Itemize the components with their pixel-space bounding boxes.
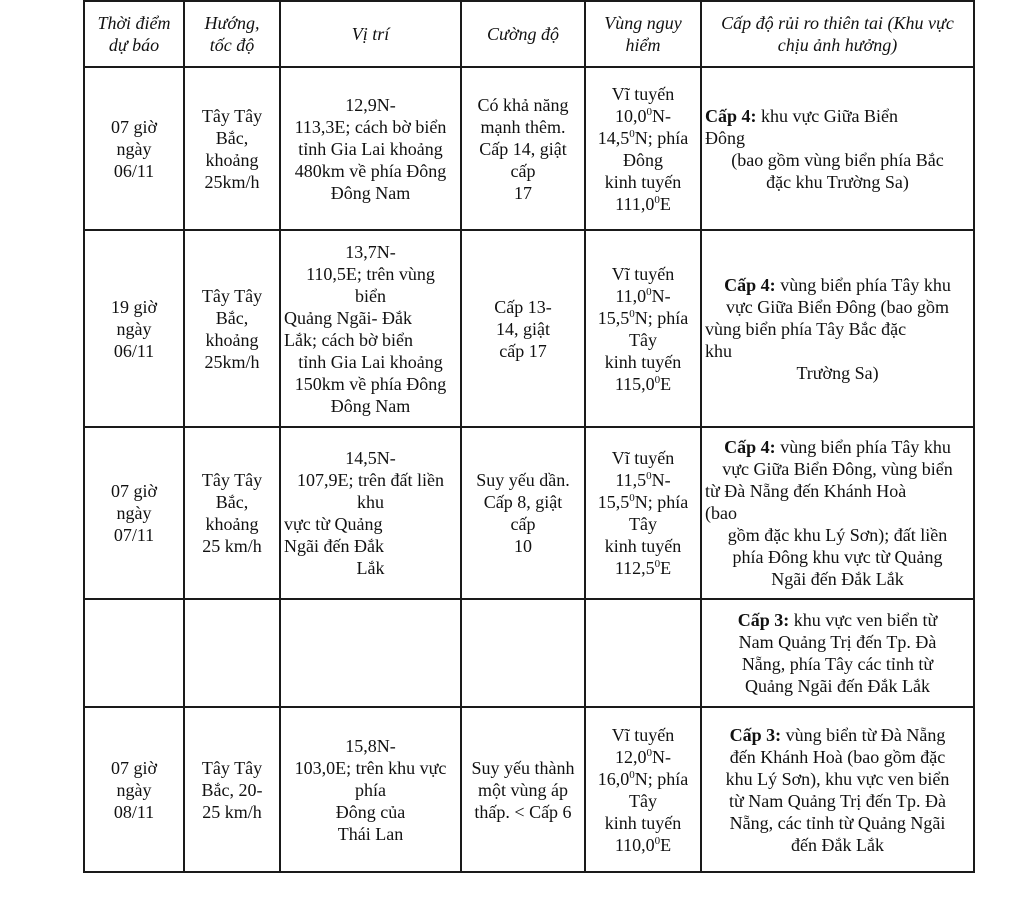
risk-line bbox=[705, 724, 970, 746]
risk-line bbox=[705, 171, 970, 193]
risk-line bbox=[705, 653, 970, 675]
zone-lat-b-value: 14,5 bbox=[597, 127, 630, 148]
zone-lat-a-value: 12,0 bbox=[615, 746, 647, 767]
position-cell-line: Ngãi đến Đắk bbox=[284, 536, 384, 556]
zone-lon-value: 115,0 bbox=[614, 373, 655, 394]
risk-text: khu bbox=[705, 340, 732, 361]
direction-speed-cell-line: khoảng bbox=[205, 514, 259, 534]
forecast-time-cell-line: 08/11 bbox=[113, 801, 155, 822]
risk-level-cell bbox=[701, 427, 974, 599]
header-risk-level: Cấp độ rủi ro thiên tai (Khu vực chịu ảnh hưởng) bbox=[701, 1, 974, 67]
intensity-cell-line: Suy yếu dần. bbox=[476, 470, 570, 490]
intensity-cell bbox=[461, 67, 585, 230]
zone-lat-a-value: 11,0 bbox=[615, 285, 647, 306]
position-cell bbox=[280, 230, 461, 427]
zone-longitude bbox=[589, 834, 697, 856]
degree-sign: 0 bbox=[646, 746, 652, 759]
zone-latitude-label: Vĩ tuyến bbox=[611, 448, 675, 468]
intensity-cell-line: một vùng áp bbox=[478, 779, 568, 800]
forecast-time-cell-line: 06/11 bbox=[113, 340, 155, 361]
risk-line bbox=[705, 458, 970, 480]
forecast-time-cell bbox=[84, 707, 184, 872]
forecast-time-cell-line: 07/11 bbox=[113, 525, 155, 545]
risk-line bbox=[705, 105, 970, 127]
zone-latitude-label: Vĩ tuyến bbox=[611, 724, 675, 745]
position-cell-line: khu bbox=[357, 492, 384, 512]
zone-longitude-label: kinh tuyến bbox=[604, 812, 682, 833]
position-cell-line: 107,9E; trên đất liền bbox=[297, 470, 444, 490]
direction-speed-cell bbox=[184, 427, 280, 599]
forecast-time-cell-line: 19 giờ bbox=[110, 296, 158, 317]
risk-level-label: Cấp 4: bbox=[724, 437, 776, 457]
direction-speed-cell-line: Tây Tây bbox=[201, 285, 263, 306]
zone-latitude-label: Vĩ tuyến bbox=[611, 83, 675, 104]
intensity-cell-line: Suy yếu thành bbox=[471, 757, 575, 778]
table-row bbox=[84, 707, 974, 872]
position-cell-line: tỉnh Gia Lai khoảng bbox=[298, 351, 443, 372]
position-cell bbox=[280, 427, 461, 599]
intensity-cell-line: Cấp 14, giật bbox=[479, 138, 567, 159]
zone-longitude-label: kinh tuyến bbox=[604, 171, 682, 192]
forecast-time-cell-line: ngày bbox=[116, 318, 152, 339]
degree-sign: 0 bbox=[654, 193, 660, 206]
intensity-cell-line: 17 bbox=[514, 182, 532, 203]
intensity-cell-line: 10 bbox=[514, 536, 532, 556]
risk-line bbox=[705, 790, 970, 812]
zone-lat-a-value: 10,0 bbox=[615, 105, 647, 126]
risk-text: Ngãi đến Đắk Lắk bbox=[771, 569, 904, 589]
zone-longitude bbox=[589, 557, 697, 579]
risk-text: vùng biển phía Tây khu bbox=[775, 437, 951, 457]
position-cell-line: Đông của bbox=[335, 801, 406, 822]
zone-latitude-from bbox=[589, 469, 697, 491]
risk-text: gồm đặc khu Lý Sơn); đất liền bbox=[727, 525, 948, 545]
degree-sign: 0 bbox=[646, 285, 652, 298]
position-cell-line: 15,8N- bbox=[345, 735, 396, 756]
header-danger-zone: Vùng nguy hiểm bbox=[585, 1, 701, 67]
header-direction: Hướng, tốc độ bbox=[184, 1, 280, 67]
risk-level-label: Cấp 4: bbox=[724, 274, 776, 295]
position-cell-line: biển bbox=[355, 285, 386, 306]
risk-line bbox=[705, 127, 970, 149]
table-row bbox=[84, 427, 974, 599]
direction-speed-cell-line: Bắc, bbox=[215, 127, 249, 148]
position-cell-line: Lắk bbox=[356, 558, 385, 578]
degree-sign: 0 bbox=[646, 470, 652, 482]
intensity-cell-line: cấp bbox=[510, 514, 536, 534]
position-cell-line: 103,0E; trên khu vực bbox=[294, 757, 447, 778]
risk-text: khu vực ven biển từ bbox=[789, 610, 938, 630]
zone-side: Tây bbox=[629, 329, 657, 350]
zone-latitude-from bbox=[589, 746, 697, 768]
zone-lon-value: 112,5 bbox=[614, 558, 655, 578]
risk-level-cell bbox=[701, 599, 974, 707]
table-row bbox=[84, 230, 974, 427]
direction-speed-cell-line: Tây Tây bbox=[201, 757, 263, 778]
empty-cell bbox=[585, 599, 701, 707]
table-row bbox=[84, 599, 974, 707]
zone-latitude-to bbox=[589, 127, 697, 149]
forecast-time-cell-line: 07 giờ bbox=[110, 757, 158, 778]
forecast-time-cell bbox=[84, 67, 184, 230]
direction-speed-cell-line: 25 km/h bbox=[202, 801, 262, 822]
zone-lon-suffix: E bbox=[659, 193, 671, 214]
intensity-cell-line: Có khả năng bbox=[477, 94, 569, 115]
direction-speed-cell bbox=[184, 707, 280, 872]
risk-text: đặc khu Trường Sa) bbox=[766, 171, 909, 192]
direction-speed-cell-line: 25km/h bbox=[204, 351, 260, 372]
intensity-cell-line: Cấp 13- bbox=[494, 296, 552, 317]
danger-zone-cell bbox=[585, 230, 701, 427]
intensity-cell-line: cấp 17 bbox=[499, 340, 547, 361]
position-cell-line: 113,3E; cách bờ biển bbox=[294, 116, 447, 137]
position-cell-line: vực từ Quảng bbox=[284, 514, 383, 534]
risk-line bbox=[705, 568, 970, 590]
zone-side: Đông bbox=[623, 149, 663, 170]
risk-line bbox=[705, 746, 970, 768]
risk-line bbox=[705, 812, 970, 834]
position-cell-line: 13,7N- bbox=[345, 241, 396, 262]
degree-sign: 0 bbox=[654, 834, 661, 847]
header-intensity: Cường độ bbox=[461, 1, 585, 67]
position-cell-line: Thái Lan bbox=[337, 823, 404, 844]
risk-line bbox=[705, 296, 970, 318]
empty-cell bbox=[84, 599, 184, 707]
zone-side: Tây bbox=[629, 514, 657, 534]
forecast-time-cell-line: 06/11 bbox=[113, 160, 155, 181]
zone-lat-b-suffix: N; phía bbox=[634, 127, 689, 148]
risk-line bbox=[705, 502, 970, 524]
risk-line bbox=[705, 340, 970, 362]
zone-lon-value: 110,0 bbox=[614, 834, 655, 855]
risk-text: từ Đà Nẵng đến Khánh Hoà bbox=[705, 481, 907, 501]
degree-sign: 0 bbox=[629, 492, 635, 504]
risk-level-cell bbox=[701, 67, 974, 230]
zone-longitude-label: kinh tuyến bbox=[604, 536, 682, 556]
zone-lat-b-value: 15,5 bbox=[597, 307, 630, 328]
danger-zone-cell bbox=[585, 707, 701, 872]
direction-speed-cell-line: Bắc, 20- bbox=[201, 779, 263, 800]
zone-longitude bbox=[589, 193, 697, 215]
risk-line bbox=[705, 834, 970, 856]
position-cell-line: Đông Nam bbox=[330, 182, 411, 203]
direction-speed-cell bbox=[184, 230, 280, 427]
zone-lat-b-value: 15,5 bbox=[597, 492, 630, 512]
direction-speed-cell-line: Bắc, bbox=[215, 492, 249, 512]
forecast-time-cell bbox=[84, 230, 184, 427]
risk-line bbox=[705, 436, 970, 458]
zone-lat-b-value: 16,0 bbox=[597, 768, 630, 789]
forecast-time-cell-line: 07 giờ bbox=[110, 481, 158, 501]
risk-text: (bao gồm vùng biển phía Bắc bbox=[731, 149, 944, 170]
intensity-cell bbox=[461, 230, 585, 427]
zone-lat-a-suffix: N- bbox=[652, 105, 671, 126]
risk-text: khu vực Giữa Biển bbox=[756, 105, 899, 126]
forecast-time-cell bbox=[84, 427, 184, 599]
forecast-time-cell-line: ngày bbox=[116, 503, 152, 523]
zone-lat-b-suffix: N; phía bbox=[634, 492, 689, 512]
zone-latitude-label: Vĩ tuyến bbox=[611, 263, 675, 284]
risk-text: Quảng Ngãi đến Đắk Lắk bbox=[745, 676, 930, 696]
zone-latitude-from bbox=[589, 285, 697, 307]
empty-cell bbox=[461, 599, 585, 707]
risk-text: Trường Sa) bbox=[796, 362, 879, 383]
position-cell-line: tỉnh Gia Lai khoảng bbox=[298, 138, 443, 159]
zone-lon-value: 111,0 bbox=[615, 193, 655, 214]
risk-text: Nẵng, phía Tây các tỉnh từ bbox=[741, 654, 934, 674]
zone-lon-suffix: E bbox=[660, 834, 672, 855]
risk-text: từ Nam Quảng Trị đến Tp. Đà bbox=[729, 790, 946, 811]
direction-speed-cell-line: khoảng bbox=[205, 329, 259, 350]
empty-cell bbox=[184, 599, 280, 707]
zone-lon-suffix: E bbox=[660, 558, 672, 578]
danger-zone-cell bbox=[585, 67, 701, 230]
zone-latitude-to bbox=[589, 491, 697, 513]
zone-longitude-label: kinh tuyến bbox=[604, 351, 682, 372]
degree-sign: 0 bbox=[629, 307, 635, 320]
risk-line bbox=[705, 274, 970, 296]
intensity-cell-line: mạnh thêm. bbox=[480, 116, 566, 137]
zone-latitude-from bbox=[589, 105, 697, 127]
degree-sign: 0 bbox=[629, 768, 635, 781]
direction-speed-cell-line: 25 km/h bbox=[202, 536, 262, 556]
zone-lat-b-suffix: N; phía bbox=[634, 307, 689, 328]
risk-line bbox=[705, 362, 970, 384]
position-cell-line: phía bbox=[355, 779, 386, 800]
zone-lat-b-suffix: N; phía bbox=[634, 768, 689, 789]
risk-line bbox=[705, 149, 970, 171]
direction-speed-cell bbox=[184, 67, 280, 230]
risk-line bbox=[705, 631, 970, 653]
storm-forecast-table bbox=[83, 0, 975, 873]
degree-sign: 0 bbox=[646, 105, 652, 118]
risk-text: vùng biển phía Tây khu bbox=[775, 274, 951, 295]
risk-level-cell bbox=[701, 707, 974, 872]
risk-text: vực Giữa Biển Đông (bao gồm bbox=[726, 296, 949, 317]
intensity-cell bbox=[461, 707, 585, 872]
risk-text: đến Đắk Lắk bbox=[791, 834, 884, 855]
intensity-cell bbox=[461, 427, 585, 599]
risk-line bbox=[705, 546, 970, 568]
zone-side: Tây bbox=[629, 790, 657, 811]
intensity-cell-line: 14, giật bbox=[496, 318, 550, 339]
position-cell-line: Đông Nam bbox=[330, 395, 411, 416]
intensity-cell-line: cấp bbox=[510, 160, 536, 181]
forecast-time-cell-line: ngày bbox=[116, 779, 152, 800]
risk-text: vực Giữa Biển Đông, vùng biển bbox=[722, 459, 953, 479]
zone-longitude bbox=[589, 373, 697, 395]
header-time: Thời điểm dự báo bbox=[84, 1, 184, 67]
risk-text: Nam Quảng Trị đến Tp. Đà bbox=[738, 632, 937, 652]
degree-sign: 0 bbox=[654, 373, 661, 386]
risk-level-label: Cấp 4: bbox=[705, 105, 757, 126]
position-cell bbox=[280, 707, 461, 872]
risk-line bbox=[705, 609, 970, 631]
risk-level-label: Cấp 3: bbox=[737, 610, 790, 630]
risk-line bbox=[705, 480, 970, 502]
intensity-cell-line: Cấp 8, giật bbox=[483, 492, 563, 512]
position-cell bbox=[280, 67, 461, 230]
risk-text: khu Lý Sơn), khu vực ven biển bbox=[725, 768, 950, 789]
risk-text: (bao bbox=[705, 503, 737, 523]
zone-lat-a-suffix: N- bbox=[652, 746, 671, 767]
direction-speed-cell-line: 25km/h bbox=[204, 171, 260, 192]
position-cell-line: 110,5E; trên vùng bbox=[306, 263, 435, 284]
intensity-cell-line: thấp. < Cấp 6 bbox=[474, 801, 572, 822]
risk-text: vùng biển phía Tây Bắc đặc bbox=[705, 318, 907, 339]
risk-level-label: Cấp 3: bbox=[729, 724, 782, 745]
risk-text: Đông bbox=[705, 127, 745, 148]
risk-line bbox=[705, 524, 970, 546]
risk-text: Nẵng, các tỉnh từ Quảng Ngãi bbox=[729, 812, 946, 833]
position-cell-line: 150km về phía Đông bbox=[294, 373, 447, 394]
zone-lon-suffix: E bbox=[660, 373, 672, 394]
forecast-time-cell-line: 07 giờ bbox=[110, 116, 158, 137]
header-position: Vị trí bbox=[280, 1, 461, 67]
degree-sign: 0 bbox=[629, 127, 635, 140]
risk-text: đến Khánh Hoà (bao gồm đặc bbox=[729, 746, 946, 767]
zone-lat-a-value: 11,5 bbox=[615, 470, 647, 490]
degree-sign: 0 bbox=[654, 558, 661, 570]
forecast-table-container bbox=[83, 0, 973, 873]
risk-line bbox=[705, 768, 970, 790]
position-cell-line: 14,5N- bbox=[345, 448, 396, 468]
table-row bbox=[84, 67, 974, 230]
risk-line bbox=[705, 318, 970, 340]
header-row bbox=[84, 1, 974, 67]
danger-zone-cell bbox=[585, 427, 701, 599]
risk-text: vùng biển từ Đà Nẵng bbox=[781, 724, 946, 745]
risk-level-cell bbox=[701, 230, 974, 427]
direction-speed-cell-line: khoảng bbox=[205, 149, 259, 170]
zone-lat-a-suffix: N- bbox=[651, 285, 671, 306]
empty-cell bbox=[280, 599, 461, 707]
forecast-time-cell-line: ngày bbox=[116, 138, 152, 159]
direction-speed-cell-line: Tây Tây bbox=[201, 105, 263, 126]
direction-speed-cell-line: Tây Tây bbox=[201, 470, 263, 490]
position-cell-line: Lắk; cách bờ biển bbox=[284, 329, 413, 350]
zone-latitude-to bbox=[589, 307, 697, 329]
zone-lat-a-suffix: N- bbox=[651, 470, 671, 490]
position-cell-line: Quảng Ngãi- Đắk bbox=[284, 307, 412, 328]
direction-speed-cell-line: Bắc, bbox=[215, 307, 249, 328]
position-cell-line: 12,9N- bbox=[345, 94, 396, 115]
zone-latitude-to bbox=[589, 768, 697, 790]
risk-text: phía Đông khu vực từ Quảng bbox=[732, 547, 943, 567]
position-cell-line: 480km về phía Đông bbox=[294, 160, 447, 181]
risk-line bbox=[705, 675, 970, 697]
